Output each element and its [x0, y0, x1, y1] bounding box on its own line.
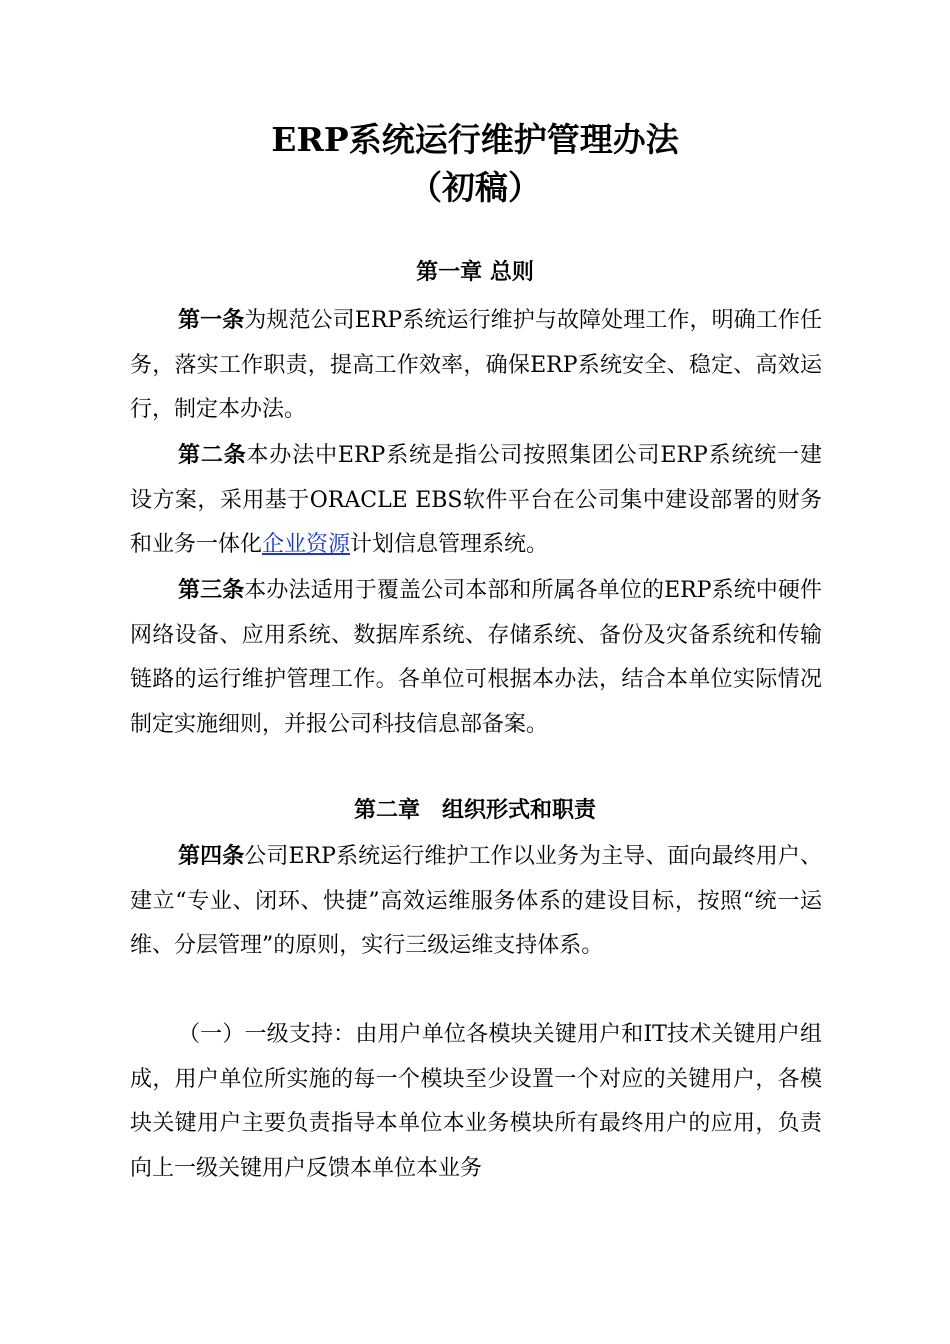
chapter-heading-2: 第二章 组织形式和职责 — [353, 798, 596, 823]
article-text: 计划信息管理系统。 — [350, 532, 549, 557]
document-title: ERP系统运行维护管理办法 — [271, 120, 679, 159]
article-text: 公司ERP系统运行维护工作以业务为主导、面向最终用户、建立“专业、闭环、快捷”高效运维服务体系的建设目标，按照“统一运维、分层管理”的原则，实行三级运维支持体系。 — [130, 844, 822, 958]
clause-paragraph — [130, 1013, 822, 1191]
chapter-heading-1: 第一章 总则 — [416, 260, 534, 285]
enterprise-resource-link[interactable]: 企业资源 — [262, 532, 351, 557]
document-subtitle: （初稿） — [409, 168, 541, 207]
article-paragraph — [130, 835, 822, 969]
article-label: 第四条 — [178, 844, 245, 869]
article-text: 本办法中ERP系统是指公司按照集团公司ERP系统统一建设方案，采用基于ORACLE EBS软件平台在公司集中建设部署的财务和业务一体化 — [130, 443, 822, 557]
clause-text: （一）一级支持：由用户单位各模块关键用户和IT技术关键用户组成，用户单位所实施的每一个模块至少设置一个对应的关键用户，各模块关键用户主要负责指导本单位本业务模块所有最终用户的应用，负责向上一级关键用户反馈本单位本业务 — [130, 1022, 822, 1181]
article-paragraph — [130, 299, 822, 433]
article-text: 本办法适用于覆盖公司本部和所属各单位的ERP系统中硬件网络设备、应用系统、数据库系统、存储系统、备份及灾备系统和传输链路的运行维护管理工作。各单位可根据本办法，结合本单位实际情况制定实施细则，并报公司科技信息部备案。 — [130, 578, 822, 737]
article-label: 第一条 — [178, 308, 245, 333]
article-label: 第二条 — [178, 443, 247, 468]
article-paragraph — [130, 569, 822, 747]
article-label: 第三条 — [178, 578, 245, 603]
article-text: 为规范公司ERP系统运行维护与故障处理工作，明确工作任务，落实工作职责，提高工作效率，确保ERP系统安全、稳定、高效运行，制定本办法。 — [130, 308, 822, 422]
article-paragraph — [130, 434, 822, 568]
